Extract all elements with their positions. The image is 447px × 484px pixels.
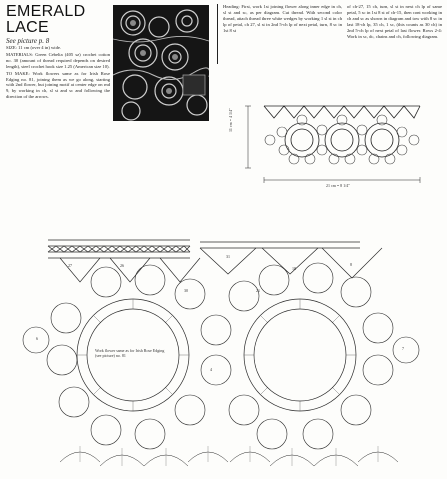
overview-diagram-drawing [230,92,444,210]
see-picture-note: See picture p. 8 [6,37,50,45]
lace-photo [113,5,209,121]
height-dimension-label: 11 cm = 4 1/4" [228,108,233,132]
pattern-title [6,4,85,36]
row-number: 6 [36,336,38,341]
row-number: 21 [256,288,260,293]
row-number: 7 [402,346,404,351]
width-dimension-label: 21 cm = 8 1/4" [326,183,350,188]
row-number: 18 [292,266,296,271]
overview-diagram [230,92,444,210]
row-number: 8 [350,262,352,267]
instructions-column-2: Heading: First, work 1st joining flower along inner edge in ch, sl st and sc, as per diagram. Cut thread. With second color thread, attach thread three white wedges by working 1 sl st in ch lp of petal, ch 27, sl st in 2nd 5-ch lp of next petal, turn, 8 sc in 1st 8 st [223,4,342,33]
lace-photo-illustration [113,5,209,121]
size-text: SIZE: 11 cm (over 4 in) wide. [6,45,62,50]
center-instruction-note: Work flower same as for Irish Rose Edging (see picture) no. 81 [95,348,165,358]
row-number: 26 [120,263,124,268]
row-number: 27 [68,263,72,268]
to-make-text: TO MAKE: Work flowers same as for Irish Rose Edging no. 81, joining them as we go along, starting with 2nd flower, but joining motif at center edge on rnd 9, by working in ch, sl st and sc and following the direction of the arrows. [6,70,110,100]
row-number: 30 [184,288,188,293]
column-divider [217,4,218,64]
crochet-chart [0,230,447,479]
materials-text: MATERIALS: Green Cebelia (405 sz) crochet cotton no. 30 (amount of thread required depends on desired length), steel crochet hook size 1.25 (American size 10). [6,51,110,69]
row-number: 4 [210,367,212,372]
instructions-column-3: of ch-27, 15 ch, turn, sl st in next ch lp of same petal, 5 sc in 1st 8 st of ch-15, then cont working in ch and sc as shown in diagram and tow with 8 sc in last 18-ch lp, 35 ch, 1 sc, (this counts as 30 ch) in 2nd 5-ch lp of next petal of last flower. Rows 2-4: Work in sc, dc, chains and ch, following diagram. [347,4,442,39]
instructions-column-1 [6,45,110,101]
row-number: 31 [226,254,230,259]
title-line-2: LACE [6,19,49,36]
title-line-1: EMERALD [6,3,86,20]
